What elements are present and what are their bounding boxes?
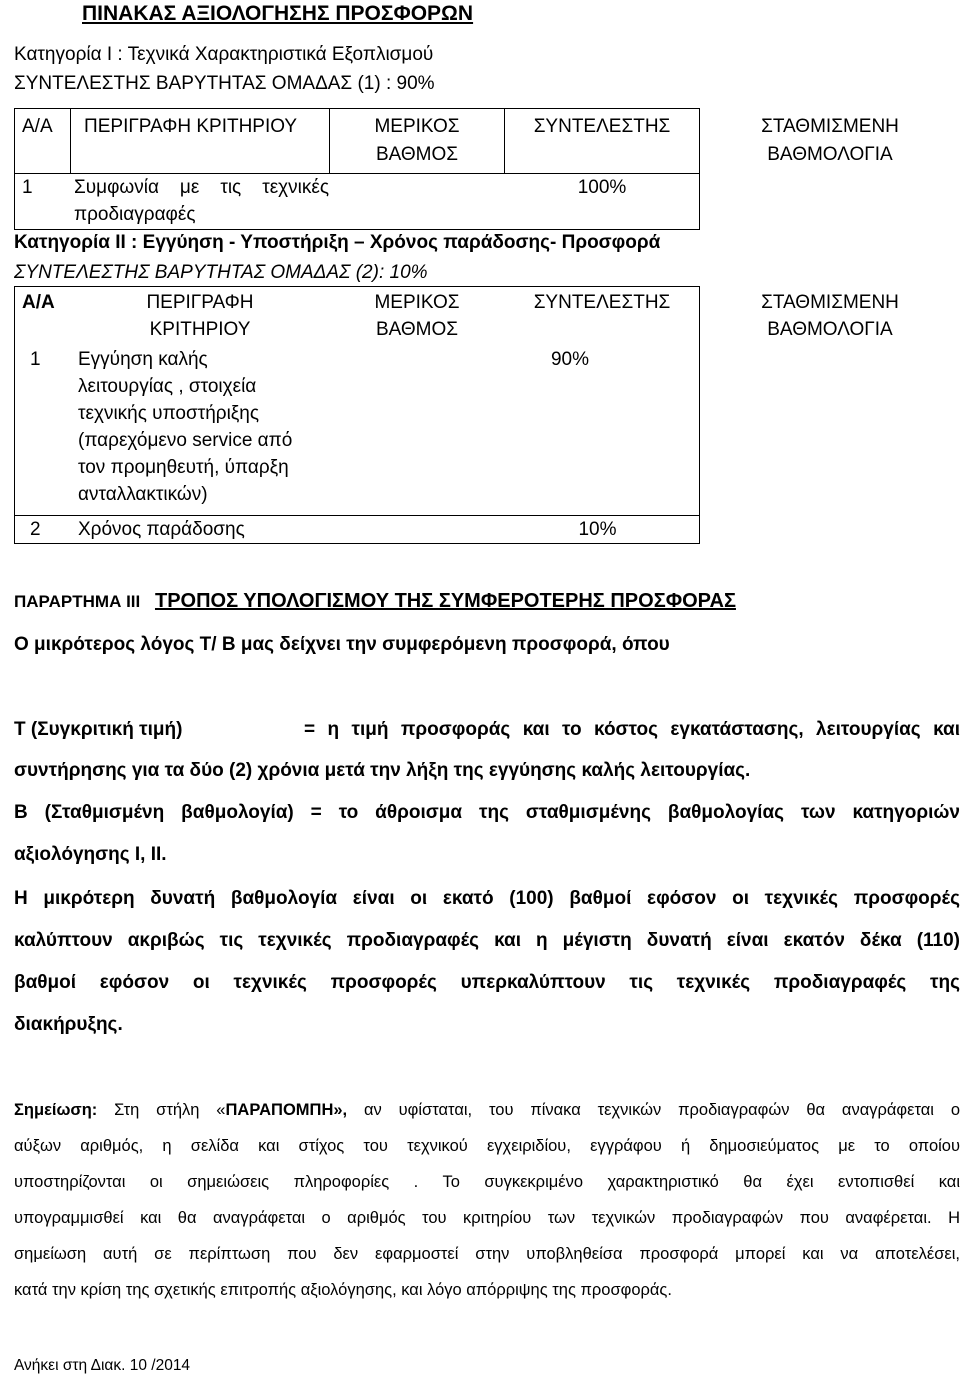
row2-description-line: ανταλλακτικών): [78, 484, 208, 505]
col2-partial-score: ΜΕΡΙΚΟΣ: [374, 292, 460, 313]
category1-weight: ΣΥΝΤΕΛΕΣΤΗΣ ΒΑΡΥΤΗΤΑΣ ΟΜΑΔΑΣ (1) : 90%: [14, 73, 435, 94]
row2-description: Χρόνος παράδοσης: [78, 519, 245, 540]
score-line: καλύπτουν ακριβώς τις τεχνικές προδιαγραφές και η μέγιστη δυνατή είναι εκατόν δέκα (110): [14, 930, 960, 951]
footer-reference: Ανήκει στη Διακ. 10 /2014: [14, 1357, 191, 1374]
row-number: 1: [22, 177, 33, 198]
note-line: κατά την κρίση της σχετικής επιτροπής αξιολόγησης, και λόγο απόρριψης της προσφοράς.: [14, 1281, 672, 1299]
document-title: ΠΙΝΑΚΑΣ ΑΞΙΟΛΟΓΗΣΗΣ ΠΡΟΣΦΟΡΩΝ: [82, 2, 474, 25]
category2-weight: ΣΥΝΤΕΛΕΣΤΗΣ ΒΑΡΥΤΗΤΑΣ ΟΜΑΔΑΣ (2): 10%: [14, 262, 428, 283]
col2-aa: Α/Α: [22, 292, 55, 313]
note-line: Σημείωση: Στη στήλη «ΠΑΡΑΠΟΜΠΗ», αν υφίσταται, του πίνακα τεχνικών προδιαγραφών θα αναγράφεται ο: [14, 1101, 960, 1119]
col2-weighted-score-2: ΒΑΘΜΟΛΟΓΙΑ: [767, 319, 893, 340]
col-partial-score-2: ΒΑΘΜΟΣ: [375, 144, 459, 165]
def-t-line1: = η τιμή προσφοράς και το κόστος εγκατάστασης, λειτουργίας και: [304, 719, 960, 740]
row2-description-line: τον προμηθευτή, ύπαρξη: [78, 457, 289, 478]
note-line: υποστηρίζονται οι σημειώσεις πληροφορίες . Το συγκεκριμένο χαρακτηριστικό θα έχει εντοπισθεί και: [14, 1173, 960, 1191]
def-b-line1: Β (Σταθμισμένη βαθμολογία) = το άθροισμα της σταθμισμένης βαθμολογίας των κατηγοριών: [14, 802, 960, 823]
col2-description: ΠΕΡΙΓΡΑΦΗ: [146, 292, 254, 313]
ratio-text: Ο μικρότερος λόγος Τ/ Β μας δείχνει την συμφερόμενη προσφορά, όπου: [14, 634, 670, 655]
col-partial-score: ΜΕΡΙΚΟΣ: [374, 116, 460, 137]
row2-description-line: τεχνικής υποστήριξης: [78, 403, 260, 424]
row-description-2: προδιαγραφές: [74, 204, 196, 225]
col2-partial-score-2: ΒΑΘΜΟΣ: [375, 319, 459, 340]
row2-description-line: (παρεχόμενο service από: [78, 430, 293, 451]
note-paragraph: [14, 1092, 960, 1308]
row2-description-line: Εγγύηση καλής: [78, 349, 208, 370]
note-label: Σημείωση:: [14, 1101, 98, 1119]
col-weighted-score: ΣΤΑΘΜΙΣΜΕΝΗ: [761, 116, 899, 137]
score-line: Η μικρότερη δυνατή βαθμολογία είναι οι εκατό (100) βαθμοί εφόσον οι τεχνικές προσφορές: [14, 888, 960, 909]
col-weighted-score-2: ΒΑΘΜΟΛΟΓΙΑ: [767, 144, 893, 165]
score-line: διακήρυξης.: [14, 1014, 123, 1035]
note-line: υπογραμμισθεί και θα αναγράφεται ο αριθμός του κριτηρίου των τεχνικών προδιαγραφών που αναφέρεται. Η: [14, 1209, 960, 1227]
col-aa: Α/Α: [22, 116, 53, 137]
col2-description-2: ΚΡΙΤΗΡΙΟΥ: [149, 319, 251, 340]
category2-heading: Κατηγορία ΙΙ : Εγγύηση - Υποστήριξη – Χρόνος παράδοσης- Προσφορά: [14, 232, 661, 253]
row-description: Συμφωνία με τις τεχνικές: [74, 177, 329, 198]
row2-number: 1: [30, 349, 41, 370]
col-coefficient: ΣΥΝΤΕΛΕΣΤΗΣ: [533, 116, 671, 137]
row2-number: 2: [30, 519, 41, 540]
note-line: αύξων αριθμός, η σελίδα και στίχος του τεχνικού εγχειριδίου, εγγράφου ή δημοσιεύματος με το οποίου: [14, 1137, 960, 1155]
col-description: ΠΕΡΙΓΡΑΦΗ ΚΡΙΤΗΡΙΟΥ: [84, 116, 298, 137]
row2-description-line: λειτουργίας , στοιχεία: [78, 376, 257, 397]
row-coefficient: 100%: [577, 177, 627, 198]
row2-coefficient: 90%: [550, 349, 590, 370]
annex-label: ΠΑΡΑΡΤΗΜΑ ΙΙΙ: [14, 592, 141, 611]
score-line: βαθμοί εφόσον οι τεχνικές προσφορές υπερκαλύπτουν τις τεχνικές προδιαγραφές της: [14, 972, 960, 993]
score-paragraph: [14, 878, 960, 1046]
def-t-term: Τ (Συγκριτική τιμή): [14, 719, 183, 740]
annex-heading: [14, 590, 736, 613]
note-line: σημείωση αυτή σε περίπτωση που δεν εφαρμοστεί στην υποβληθείσα προσφορά μπορεί και να αποτελέσει,: [14, 1245, 960, 1263]
category1-heading: Κατηγορία Ι : Τεχνικά Χαρακτηριστικά Εξοπλισμού: [14, 44, 434, 65]
col2-coefficient: ΣΥΝΤΕΛΕΣΤΗΣ: [533, 292, 671, 313]
annex-title: ΤΡΟΠΟΣ ΥΠΟΛΟΓΙΣΜΟΥ ΤΗΣ ΣΥΜΦΕΡΟΤΕΡΗΣ ΠΡΟΣΦΟΡΑΣ: [154, 590, 736, 612]
col2-weighted-score: ΣΤΑΘΜΙΣΜΕΝΗ: [761, 292, 899, 313]
def-t-line2: συντήρησης για τα δύο (2) χρόνια μετά την λήξη της εγγύησης καλής λειτουργίας.: [14, 760, 751, 781]
row2-coefficient: 10%: [578, 519, 617, 540]
def-b-line2: αξιολόγησης Ι, ΙΙ.: [14, 844, 167, 865]
